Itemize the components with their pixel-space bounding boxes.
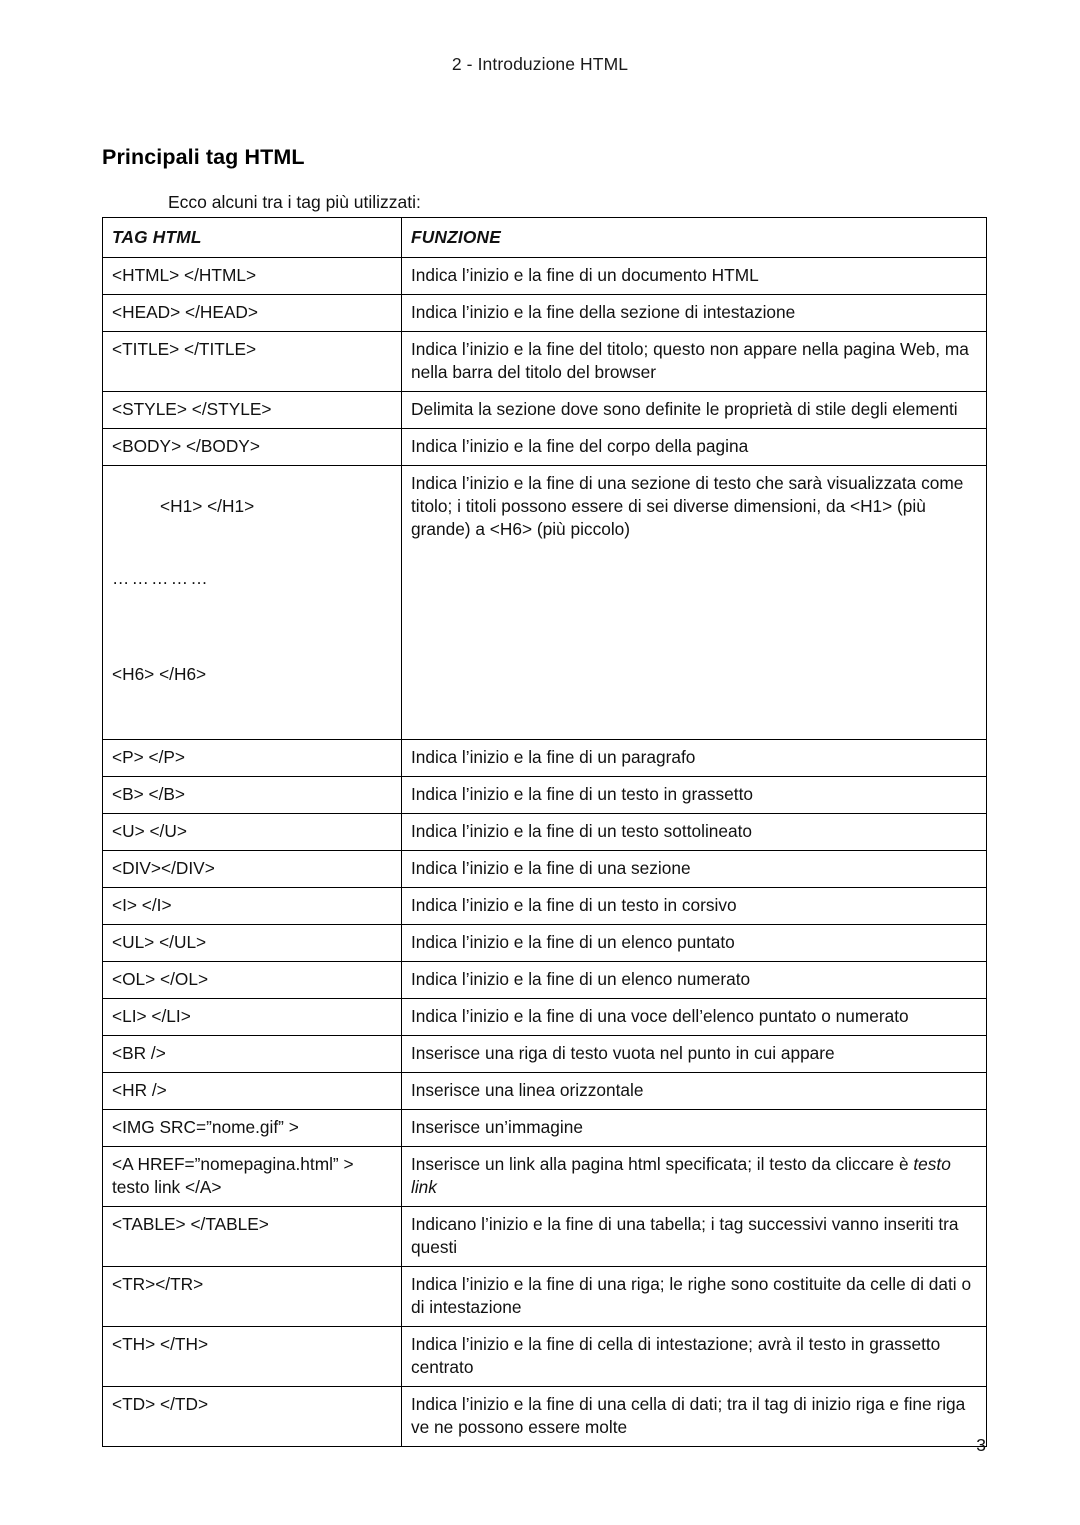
table-row bbox=[103, 925, 987, 962]
column-header-funzione: FUNZIONE bbox=[402, 218, 987, 258]
table-row bbox=[103, 1327, 987, 1387]
funzione-cell: Inserisce una linea orizzontale bbox=[402, 1073, 987, 1110]
funzione-cell: Indicano l’inizio e la fine di una tabella; i tag successivi vanno inseriti tra questi bbox=[402, 1207, 987, 1267]
table-row bbox=[103, 1036, 987, 1073]
funzione-cell: Indica l’inizio e la fine di un elenco puntato bbox=[402, 925, 987, 962]
tag-cell: <HTML> </HTML> bbox=[103, 258, 402, 295]
tag-cell: <UL> </UL> bbox=[103, 925, 402, 962]
tag-cell: <HEAD> </HEAD> bbox=[103, 295, 402, 332]
table-row bbox=[103, 332, 987, 392]
tag-cell: <HR /> bbox=[103, 1073, 402, 1110]
funzione-text: Inserisce un link alla pagina html specificata; il testo da cliccare è bbox=[411, 1154, 914, 1174]
table-header-row bbox=[103, 218, 987, 258]
funzione-cell: Indica l’inizio e la fine di un testo in corsivo bbox=[402, 888, 987, 925]
table-row bbox=[103, 888, 987, 925]
table-row bbox=[103, 1147, 987, 1207]
page-number: 3 bbox=[976, 1435, 986, 1455]
funzione-cell: Indica l’inizio e la fine di una voce dell’elenco puntato o numerato bbox=[402, 999, 987, 1036]
funzione-cell: Indica l’inizio e la fine della sezione di intestazione bbox=[402, 295, 987, 332]
funzione-cell: Delimita la sezione dove sono definite le proprietà di stile degli elementi bbox=[402, 392, 987, 429]
tag-cell: <STYLE> </STYLE> bbox=[103, 392, 402, 429]
tag-cell: <BR /> bbox=[103, 1036, 402, 1073]
funzione-cell: Indica l’inizio e la fine di un elenco numerato bbox=[402, 962, 987, 999]
funzione-cell: Indica l’inizio e la fine di un testo sottolineato bbox=[402, 814, 987, 851]
intro-paragraph: Ecco alcuni tra i tag più utilizzati: bbox=[168, 191, 421, 212]
table-row bbox=[103, 1207, 987, 1267]
funzione-cell: Indica l’inizio e la fine di una cella di dati; tra il tag di inizio riga e fine riga ve ne possono essere molte bbox=[402, 1387, 987, 1447]
funzione-cell: Indica l’inizio e la fine di un testo in grassetto bbox=[402, 777, 987, 814]
funzione-cell: Indica l’inizio e la fine di un documento HTML bbox=[402, 258, 987, 295]
tag-cell: <U> </U> bbox=[103, 814, 402, 851]
tag-cell: <IMG SRC=”nome.gif” > bbox=[103, 1110, 402, 1147]
tag-cell-headings bbox=[103, 466, 402, 740]
tag-cell: <TD> </TD> bbox=[103, 1387, 402, 1447]
funzione-cell: Indica l’inizio e la fine di cella di intestazione; avrà il testo in grassetto centrato bbox=[402, 1327, 987, 1387]
tag-cell: <TR></TR> bbox=[103, 1267, 402, 1327]
tag-cell: <DIV></DIV> bbox=[103, 851, 402, 888]
tag-cell: <LI> </LI> bbox=[103, 999, 402, 1036]
table-row bbox=[103, 962, 987, 999]
table-row bbox=[103, 1267, 987, 1327]
table-row bbox=[103, 1110, 987, 1147]
table-row bbox=[103, 999, 987, 1036]
funzione-cell-anchor bbox=[402, 1147, 987, 1207]
tag-cell: <TITLE> </TITLE> bbox=[103, 332, 402, 392]
table-row bbox=[103, 777, 987, 814]
funzione-link-text: testo link bbox=[411, 1154, 956, 1197]
funzione-cell: Indica l’inizio e la fine di una riga; le righe sono costituite da celle di dati o di intestazione bbox=[402, 1267, 987, 1327]
tag-cell: <B> </B> bbox=[103, 777, 402, 814]
tag-cell: <I> </I> bbox=[103, 888, 402, 925]
table-row bbox=[103, 466, 987, 740]
table-row bbox=[103, 258, 987, 295]
table-row bbox=[103, 814, 987, 851]
funzione-cell: Indica l’inizio e la fine di una sezione di testo che sarà visualizzata come titolo; i titoli possono essere di sei diverse dimensioni, da <H1> (più grande) a <H6> (più piccolo) bbox=[402, 466, 987, 740]
page-title: Principali tag HTML bbox=[102, 145, 305, 170]
tag-cell: <TH> </TH> bbox=[103, 1327, 402, 1387]
funzione-cell: Indica l’inizio e la fine di un paragrafo bbox=[402, 740, 987, 777]
table-row bbox=[103, 851, 987, 888]
tag-cell: <P> </P> bbox=[103, 740, 402, 777]
table-row bbox=[103, 295, 987, 332]
funzione-cell: Indica l’inizio e la fine del corpo della pagina bbox=[402, 429, 987, 466]
tag-h6-label: <H6> </H6> bbox=[112, 664, 207, 684]
funzione-cell: Indica l’inizio e la fine di una sezione bbox=[402, 851, 987, 888]
tag-cell: <TABLE> </TABLE> bbox=[103, 1207, 402, 1267]
table-row bbox=[103, 429, 987, 466]
running-header: 2 - Introduzione HTML bbox=[451, 54, 629, 74]
table-row bbox=[103, 1073, 987, 1110]
column-header-tag: TAG HTML bbox=[103, 218, 402, 258]
table-row bbox=[103, 392, 987, 429]
html-tags-table bbox=[102, 217, 987, 1447]
tag-cell: <BODY> </BODY> bbox=[103, 429, 402, 466]
tag-cell: <A HREF=”nomepagina.html” > testo link </A> bbox=[103, 1147, 402, 1207]
tag-ellipsis: …………… bbox=[112, 568, 210, 588]
funzione-cell: Inserisce un’immagine bbox=[402, 1110, 987, 1147]
tag-cell: <OL> </OL> bbox=[103, 962, 402, 999]
tag-h1-label: <H1> </H1> bbox=[160, 496, 255, 516]
funzione-cell: Indica l’inizio e la fine del titolo; questo non appare nella pagina Web, ma nella barra del titolo del browser bbox=[402, 332, 987, 392]
table-row bbox=[103, 740, 987, 777]
funzione-cell: Inserisce una riga di testo vuota nel punto in cui appare bbox=[402, 1036, 987, 1073]
